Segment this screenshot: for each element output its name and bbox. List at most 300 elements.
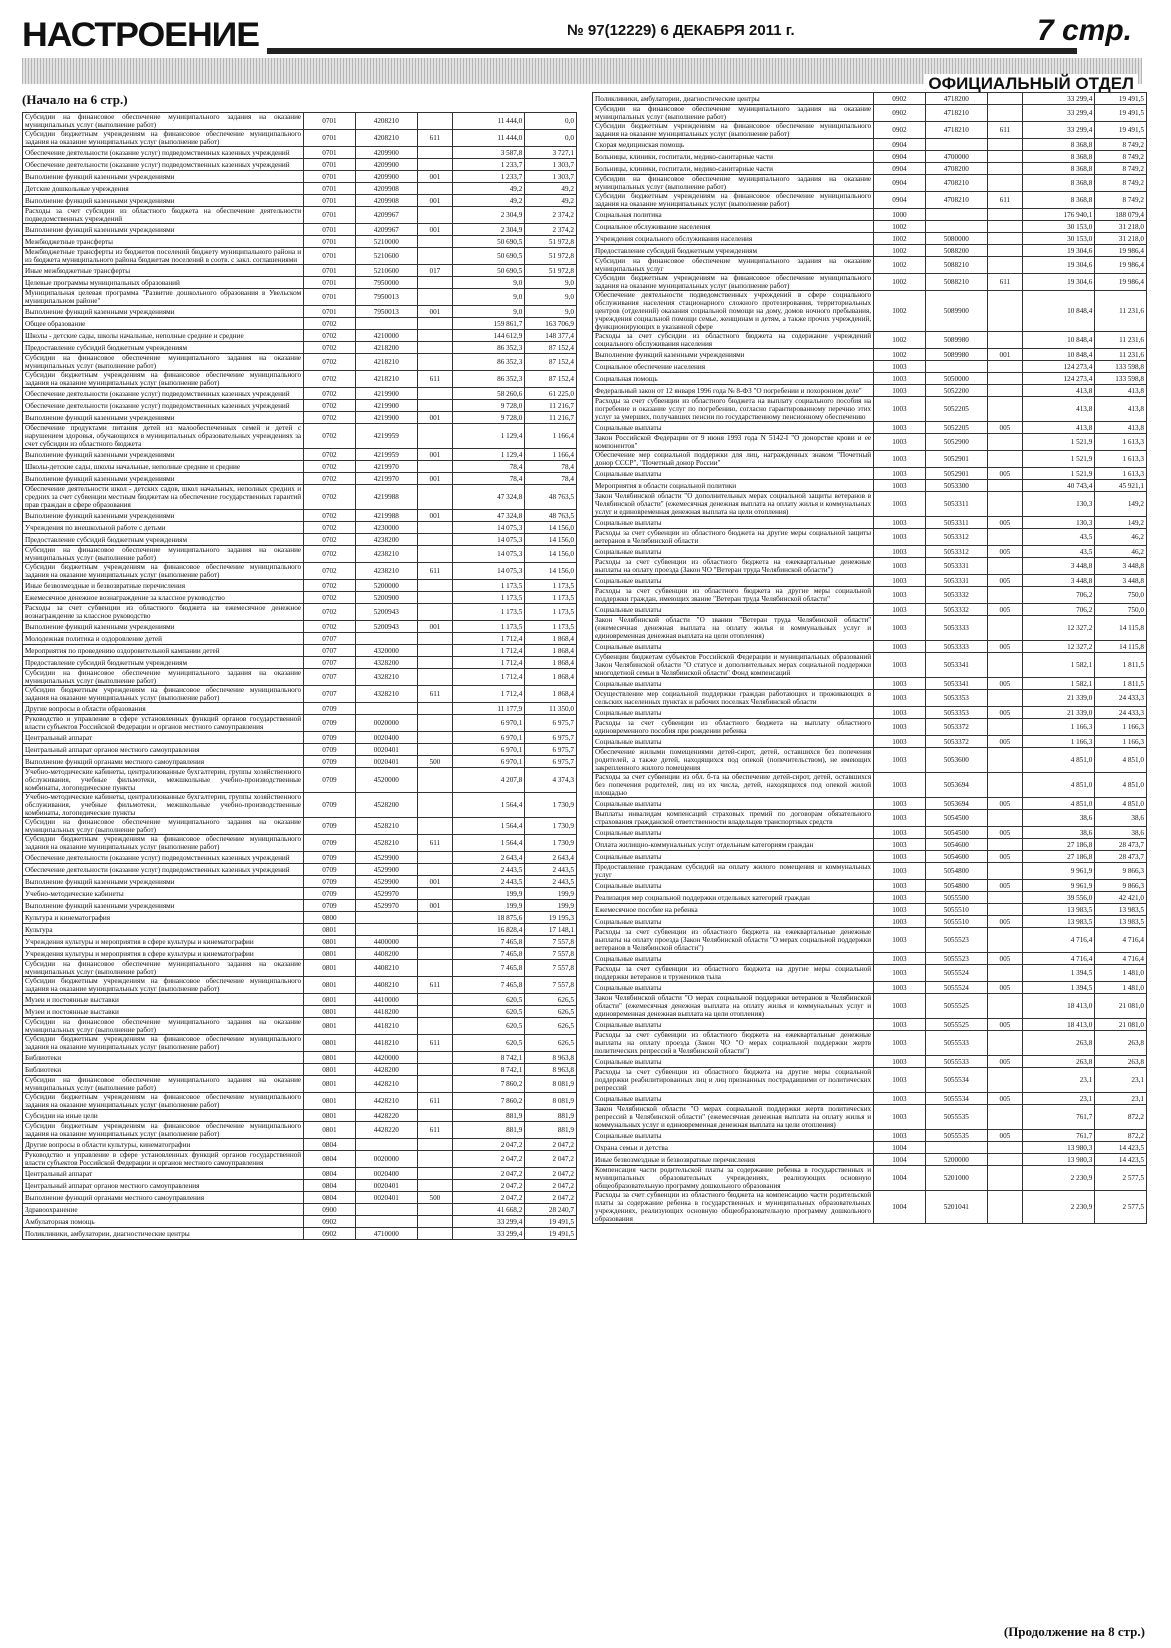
row-expense-type: 005 <box>987 422 1022 434</box>
table-row <box>23 388 577 400</box>
table-row <box>23 744 577 756</box>
row-amount-2013: 49,2 <box>525 183 577 195</box>
row-expense-type: 005 <box>987 880 1022 892</box>
row-name: Предоставление субсидий бюджетным учреждениям <box>593 245 874 257</box>
row-name: Расходы за счет субвенции из областного бюджета на другие меры социальной поддержки ветеранов и тружеников тыла <box>593 965 874 982</box>
row-amount-2013: 2 643,4 <box>525 852 577 864</box>
row-amount-2013: 1 173,5 <box>525 580 577 592</box>
row-name: Учреждения культуры и мероприятия в сфере культуры и кинематографии <box>23 936 304 948</box>
section-title: ОФИЦИАЛЬНЫЙ ОТДЕЛ <box>924 74 1138 94</box>
row-expense-type <box>987 1154 1022 1166</box>
row-target-code: 5053333 <box>925 616 987 641</box>
row-amount-2012: 1 166,3 <box>1022 736 1094 748</box>
row-amount-2012: 18 875,6 <box>452 912 524 924</box>
row-expense-type <box>417 546 452 563</box>
row-expense-type: 005 <box>987 827 1022 839</box>
row-amount-2013: 626,5 <box>525 1035 577 1052</box>
row-amount-2012: 1 712,4 <box>452 669 524 686</box>
row-expense-type <box>417 633 452 645</box>
table-row <box>593 1019 1147 1031</box>
row-amount-2012: 33 299,4 <box>1022 122 1094 139</box>
row-name: Обеспечение жилыми помещениями детей-сирот, детей, оставшихся без попечения родителей, а также детей, находящихся под опекой (попечительством), не имеющих закрепленного жилого помещения <box>593 748 874 773</box>
row-name: Субсидии на финансовое обеспечение муниципального задания на оказание муниципальных услуг <box>593 257 874 274</box>
table-row <box>593 274 1147 291</box>
row-target-code <box>355 924 417 936</box>
row-amount-2012: 130,3 <box>1022 517 1094 529</box>
row-amount-2012: 7 465,8 <box>452 936 524 948</box>
row-name: Выполнение функций казенными учреждениями <box>23 876 304 888</box>
row-expense-type <box>987 451 1022 468</box>
row-name: Социальные выплаты <box>593 422 874 434</box>
row-expense-type <box>417 604 452 621</box>
row-amount-2012: 86 352,3 <box>452 371 524 388</box>
row-section-code: 0702 <box>304 592 356 604</box>
table-row <box>23 449 577 461</box>
row-section-code: 0702 <box>304 342 356 354</box>
row-section-code: 1003 <box>874 361 926 373</box>
row-name: Социальное обеспечение населения <box>593 361 874 373</box>
row-amount-2012: 13 980,3 <box>1022 1142 1094 1154</box>
row-amount-2012: 199,9 <box>452 900 524 912</box>
row-amount-2013: 626,5 <box>525 1018 577 1035</box>
row-amount-2012: 38,6 <box>1022 827 1094 839</box>
row-amount-2013: 38,6 <box>1095 827 1147 839</box>
row-amount-2013: 1 868,4 <box>525 669 577 686</box>
row-amount-2013: 1 613,3 <box>1095 434 1147 451</box>
row-expense-type <box>987 1166 1022 1191</box>
row-expense-type <box>987 93 1022 105</box>
row-section-code: 0709 <box>304 732 356 744</box>
row-name: Скорая медицинская помощь <box>593 139 874 151</box>
row-amount-2012: 1 173,5 <box>452 592 524 604</box>
row-expense-type <box>417 248 452 265</box>
left-column <box>22 92 577 1240</box>
row-section-code: 0702 <box>304 621 356 633</box>
row-name: Центральный аппарат органов местного самоуправления <box>23 744 304 756</box>
row-amount-2013: 1 166,3 <box>1095 719 1147 736</box>
row-section-code: 0709 <box>304 818 356 835</box>
row-amount-2012: 9 728,0 <box>452 412 524 424</box>
row-amount-2012: 159 861,7 <box>452 318 524 330</box>
row-amount-2012: 881,9 <box>452 1122 524 1139</box>
row-name: Выполнение функций органами местного самоуправления <box>23 1192 304 1204</box>
row-amount-2013: 48 763,5 <box>525 485 577 510</box>
row-amount-2012: 7 860,2 <box>452 1093 524 1110</box>
row-amount-2013: 149,2 <box>1095 517 1147 529</box>
row-amount-2013: 78,4 <box>525 461 577 473</box>
row-target-code: 4708210 <box>925 192 987 209</box>
row-target-code: 4219900 <box>355 400 417 412</box>
row-amount-2013: 19 491,5 <box>525 1228 577 1240</box>
table-row <box>593 332 1147 349</box>
row-name: Больницы, клиники, госпитали, медико-санитарные части <box>593 163 874 175</box>
row-amount-2012: 1 129,4 <box>452 449 524 461</box>
row-name: Субсидии на финансовое обеспечение муниципального задания на оказание муниципальных услуг (выполнение работ) <box>23 354 304 371</box>
row-amount-2013: 19 195,3 <box>525 912 577 924</box>
row-amount-2013: 14 156,0 <box>525 522 577 534</box>
row-amount-2012: 6 970,1 <box>452 756 524 768</box>
row-amount-2012: 50 690,5 <box>452 265 524 277</box>
row-amount-2012: 12 327,2 <box>1022 616 1094 641</box>
row-target-code: 4209900 <box>355 159 417 171</box>
row-section-code: 0804 <box>304 1180 356 1192</box>
row-expense-type: 005 <box>987 604 1022 616</box>
row-amount-2012: 620,5 <box>452 1018 524 1035</box>
budget-table-left-body <box>23 113 577 1240</box>
row-amount-2013: 0,0 <box>525 130 577 147</box>
row-expense-type <box>987 965 1022 982</box>
row-name: Предоставление субсидий бюджетным учреждениям <box>23 534 304 546</box>
row-expense-type <box>417 342 452 354</box>
row-section-code: 0709 <box>304 744 356 756</box>
row-target-code: 4428200 <box>355 1064 417 1076</box>
table-row <box>593 810 1147 827</box>
table-row <box>593 851 1147 863</box>
row-expense-type: 611 <box>417 1122 452 1139</box>
table-row <box>593 587 1147 604</box>
row-section-code: 0702 <box>304 485 356 510</box>
row-section-code: 1003 <box>874 434 926 451</box>
row-target-code: 5053311 <box>925 517 987 529</box>
table-row <box>23 534 577 546</box>
table-row <box>23 715 577 732</box>
row-name: Молодежная политика и оздоровление детей <box>23 633 304 645</box>
row-amount-2013: 133 598,8 <box>1095 373 1147 385</box>
row-name: Поликлиники, амбулатории, диагностические центры <box>23 1228 304 1240</box>
row-section-code: 0701 <box>304 306 356 318</box>
row-amount-2013: 413,8 <box>1095 397 1147 422</box>
row-expense-type: 005 <box>987 468 1022 480</box>
row-name: Субсидии на финансовое обеспечение муниципального задания на оказание муниципальных услуг (выполнение работ) <box>23 113 304 130</box>
row-name: Предоставление гражданам субсидий на оплату жилого помещения и коммунальных услуг <box>593 863 874 880</box>
row-expense-type <box>987 773 1022 798</box>
row-amount-2012: 1 173,5 <box>452 621 524 633</box>
row-target-code: 5055524 <box>925 965 987 982</box>
row-name: Субсидии на финансовое обеспечение муниципального задания на оказание муниципальных услуг (выполнение работ) <box>23 1076 304 1093</box>
table-row <box>23 400 577 412</box>
row-section-code: 1003 <box>874 953 926 965</box>
row-expense-type <box>417 1168 452 1180</box>
row-target-code <box>355 633 417 645</box>
row-expense-type <box>417 183 452 195</box>
row-section-code: 1003 <box>874 982 926 994</box>
row-amount-2012: 27 186,8 <box>1022 839 1094 851</box>
row-expense-type: 005 <box>987 707 1022 719</box>
row-name: Выполнение функций казенными учреждениями <box>23 473 304 485</box>
row-expense-type: 005 <box>987 517 1022 529</box>
right-column <box>592 92 1147 1224</box>
row-amount-2013: 4 851,0 <box>1095 798 1147 810</box>
row-amount-2013: 8 749,2 <box>1095 175 1147 192</box>
row-expense-type: 001 <box>417 900 452 912</box>
table-row <box>23 645 577 657</box>
row-name: Социальные выплаты <box>593 827 874 839</box>
table-row <box>23 159 577 171</box>
table-row <box>23 864 577 876</box>
row-amount-2012: 47 324,8 <box>452 485 524 510</box>
row-expense-type <box>417 936 452 948</box>
row-section-code: 0702 <box>304 522 356 534</box>
table-row <box>23 306 577 318</box>
table-row <box>23 592 577 604</box>
row-name: Выполнение функций казенными учреждениями <box>23 171 304 183</box>
row-target-code: 5053333 <box>925 641 987 653</box>
row-section-code: 0701 <box>304 195 356 207</box>
row-name: Закон Челябинской области "О мерах социальной поддержки ветеранов в Челябинской области" (ежемесячная денежная выплата на оплату жилья и коммунальных услуг и единовременная денежная выплата на цели отопления) <box>593 994 874 1019</box>
row-section-code: 1003 <box>874 575 926 587</box>
row-name: Обеспечение деятельности (оказание услуг) подведомственных казенных учреждений <box>23 388 304 400</box>
row-name: Реализация мер социальной поддержки отдельных категорий граждан <box>593 892 874 904</box>
row-target-code: 5055523 <box>925 953 987 965</box>
row-name: Закон Челябинской области "О дополнительных мерах социальной защиты ветеранов в Челябинской области" (ежемесячная денежная выплата на оплату жилья и коммунальных услуг и единовременная денежная выплата на цели отопления) <box>593 492 874 517</box>
row-target-code: 4328200 <box>355 657 417 669</box>
table-row <box>593 233 1147 245</box>
row-amount-2012: 2 304,9 <box>452 224 524 236</box>
row-target-code: 4408200 <box>355 948 417 960</box>
row-target-code: 4418210 <box>355 1018 417 1035</box>
row-name: Субсидии на финансовое обеспечение муниципального задания на оказание муниципальных услуг (выполнение работ) <box>23 818 304 835</box>
row-expense-type: 005 <box>987 736 1022 748</box>
row-amount-2012: 7 465,8 <box>452 960 524 977</box>
row-amount-2013: 11 216,7 <box>525 400 577 412</box>
row-section-code: 0709 <box>304 703 356 715</box>
row-target-code: 4718210 <box>925 122 987 139</box>
row-name: Социальные выплаты <box>593 1093 874 1105</box>
row-amount-2013: 881,9 <box>525 1122 577 1139</box>
table-row <box>23 1064 577 1076</box>
row-target-code: 4208210 <box>355 113 417 130</box>
table-row <box>593 139 1147 151</box>
table-row <box>593 373 1147 385</box>
row-section-code: 0709 <box>304 793 356 818</box>
row-section-code: 1003 <box>874 810 926 827</box>
row-amount-2012: 620,5 <box>452 1035 524 1052</box>
table-row <box>23 669 577 686</box>
row-amount-2013: 1 613,3 <box>1095 468 1147 480</box>
row-amount-2013: 199,9 <box>525 888 577 900</box>
row-target-code: 5080000 <box>925 233 987 245</box>
row-section-code: 0702 <box>304 461 356 473</box>
row-amount-2013: 7 557,8 <box>525 960 577 977</box>
row-name: Обеспечение деятельности подведомственных учреждений в сфере социального обслуживания населения стационарного сложного протезирования, территориальных центров (отделений) оказания социальной помощи на дому, домов ночного пребывания, учреждения социальной помощи семье, женщинам и детям, а также прочих учреждений, функционирующих в указанной сфере <box>593 291 874 332</box>
row-amount-2013: 87 152,4 <box>525 342 577 354</box>
row-section-code: 1003 <box>874 773 926 798</box>
row-target-code: 5053372 <box>925 736 987 748</box>
row-target-code <box>355 318 417 330</box>
row-target-code: 0020400 <box>355 732 417 744</box>
row-amount-2012: 9 961,9 <box>1022 863 1094 880</box>
row-amount-2012: 14 075,3 <box>452 534 524 546</box>
row-section-code: 0709 <box>304 864 356 876</box>
row-target-code: 5052205 <box>925 422 987 434</box>
row-section-code: 1004 <box>874 1154 926 1166</box>
row-expense-type <box>417 424 452 449</box>
row-amount-2013: 11 231,6 <box>1095 291 1147 332</box>
row-amount-2012: 881,9 <box>452 1110 524 1122</box>
row-name: Оплата жилищно-коммунальных услуг отдельным категориям граждан <box>593 839 874 851</box>
table-row <box>23 113 577 130</box>
row-amount-2013: 48 763,5 <box>525 510 577 522</box>
row-name: Выполнение функций органами местного самоуправления <box>23 756 304 768</box>
row-amount-2013: 23,1 <box>1095 1068 1147 1093</box>
row-amount-2013: 19 986,4 <box>1095 245 1147 257</box>
row-section-code: 1000 <box>874 209 926 221</box>
row-target-code: 5054800 <box>925 863 987 880</box>
table-row <box>593 916 1147 928</box>
row-name: Выполнение функций казенными учреждениями <box>23 449 304 461</box>
row-name: Расходы за счет субвенции из областного бюджета на выплату областного единовременного пособия при рождении ребенка <box>593 719 874 736</box>
row-target-code: 0020401 <box>355 1180 417 1192</box>
row-amount-2013: 14 156,0 <box>525 546 577 563</box>
row-section-code: 0702 <box>304 604 356 621</box>
row-expense-type <box>417 522 452 534</box>
row-amount-2013: 2 047,2 <box>525 1192 577 1204</box>
row-expense-type: 611 <box>417 1093 452 1110</box>
table-row <box>23 171 577 183</box>
row-target-code: 4529970 <box>355 888 417 900</box>
row-amount-2013: 2 047,2 <box>525 1168 577 1180</box>
row-name: Центральный аппарат органов местного самоуправления <box>23 1180 304 1192</box>
row-name: Музеи и постоянные выставки <box>23 994 304 1006</box>
row-expense-type <box>417 1228 452 1240</box>
row-amount-2012: 2 230,9 <box>1022 1191 1094 1224</box>
table-row <box>593 1093 1147 1105</box>
row-amount-2013: 11 231,6 <box>1095 332 1147 349</box>
table-row <box>23 195 577 207</box>
row-section-code: 0902 <box>874 105 926 122</box>
row-target-code: 4219900 <box>355 412 417 424</box>
row-section-code: 1003 <box>874 707 926 719</box>
table-row <box>593 839 1147 851</box>
row-target-code: 4238210 <box>355 546 417 563</box>
row-amount-2013: 1 166,4 <box>525 424 577 449</box>
row-amount-2012: 620,5 <box>452 1006 524 1018</box>
row-amount-2013: 1 868,4 <box>525 633 577 645</box>
row-section-code: 0701 <box>304 147 356 159</box>
row-section-code: 0702 <box>304 371 356 388</box>
row-amount-2013: 31 218,0 <box>1095 221 1147 233</box>
row-expense-type <box>987 1191 1022 1224</box>
row-expense-type: 005 <box>987 798 1022 810</box>
table-row <box>23 936 577 948</box>
row-expense-type: 017 <box>417 265 452 277</box>
row-section-code: 0702 <box>304 424 356 449</box>
row-name: Расходы за счет субвенции из областного бюджета на ежеквартальные денежные выплаты на оплату проезда (Закон ЧО "Ветеран труда Челябинской области") <box>593 558 874 575</box>
row-name: Иные безвозмездные и безвозвратные перечисления <box>23 580 304 592</box>
row-section-code: 0709 <box>304 852 356 864</box>
row-section-code: 1003 <box>874 451 926 468</box>
row-amount-2012: 12 327,2 <box>1022 641 1094 653</box>
row-name: Больницы, клиники, госпитали, медико-санитарные части <box>593 151 874 163</box>
row-expense-type <box>417 744 452 756</box>
row-amount-2012: 1 129,4 <box>452 424 524 449</box>
row-name: Выполнение функций казенными учреждениями <box>593 349 874 361</box>
row-amount-2013: 51 972,8 <box>525 248 577 265</box>
row-name: Субсидии бюджетным учреждениям на финансовое обеспечение муниципального задания на оказание муниципальных услуг (выполнение работ) <box>23 686 304 703</box>
row-amount-2012: 19 304,6 <box>1022 257 1094 274</box>
row-section-code: 0804 <box>304 1192 356 1204</box>
row-amount-2013: 14 156,0 <box>525 534 577 546</box>
table-row <box>23 835 577 852</box>
row-expense-type <box>987 163 1022 175</box>
row-expense-type <box>987 245 1022 257</box>
row-amount-2012: 19 304,6 <box>1022 245 1094 257</box>
table-row <box>23 924 577 936</box>
table-row <box>23 703 577 715</box>
table-row <box>23 183 577 195</box>
row-target-code: 4408210 <box>355 960 417 977</box>
row-target-code: 4528210 <box>355 835 417 852</box>
row-target-code: 5200943 <box>355 621 417 633</box>
row-amount-2012: 1 521,9 <box>1022 434 1094 451</box>
row-name: Другие вопросы в области образования <box>23 703 304 715</box>
row-expense-type: 611 <box>417 835 452 852</box>
row-target-code: 5055524 <box>925 982 987 994</box>
row-name: Социальные выплаты <box>593 1130 874 1142</box>
row-amount-2013: 11 350,0 <box>525 703 577 715</box>
row-name: Компенсация части родительской платы за содержание ребенка в государственных и муниципальных образовательных учреждениях, реализующих основную общеобразовательную программу дошкольного образования <box>593 1166 874 1191</box>
row-amount-2012: 1 233,7 <box>452 171 524 183</box>
row-name: Субсидии бюджетным учреждениям на финансовое обеспечение муниципального задания на оказание муниципальных услуг (выполнение работ) <box>23 1093 304 1110</box>
row-target-code <box>925 1142 987 1154</box>
row-target-code: 4529900 <box>355 876 417 888</box>
row-expense-type <box>987 558 1022 575</box>
row-amount-2013: 4 716,4 <box>1095 953 1147 965</box>
row-target-code: 5054500 <box>925 827 987 839</box>
row-expense-type <box>987 1031 1022 1056</box>
row-expense-type <box>987 892 1022 904</box>
table-row <box>23 1180 577 1192</box>
row-amount-2012: 43,5 <box>1022 529 1094 546</box>
table-row <box>23 563 577 580</box>
row-expense-type <box>987 397 1022 422</box>
row-name: Субсидии бюджетным учреждениям на финансовое обеспечение муниципального задания на оказание муниципальных услуг (выполнение работ) <box>593 274 874 291</box>
row-target-code: 5089980 <box>925 332 987 349</box>
row-expense-type <box>987 587 1022 604</box>
row-amount-2013: 28 473,7 <box>1095 839 1147 851</box>
row-amount-2012: 2 047,2 <box>452 1180 524 1192</box>
row-target-code: 4209900 <box>355 171 417 183</box>
row-section-code: 1003 <box>874 422 926 434</box>
row-amount-2012: 8 368,8 <box>1022 163 1094 175</box>
row-expense-type: 005 <box>987 678 1022 690</box>
row-name: Поликлиники, амбулатории, диагностические центры <box>593 93 874 105</box>
row-target-code: 5055510 <box>925 916 987 928</box>
row-target-code: 0020000 <box>355 1151 417 1168</box>
row-amount-2013: 8 081,9 <box>525 1093 577 1110</box>
row-section-code: 0701 <box>304 236 356 248</box>
masthead <box>22 14 1142 93</box>
row-target-code: 4218210 <box>355 354 417 371</box>
row-expense-type <box>987 810 1022 827</box>
row-amount-2013: 9 866,3 <box>1095 863 1147 880</box>
row-target-code <box>925 209 987 221</box>
row-amount-2012: 40 743,4 <box>1022 480 1094 492</box>
row-target-code: 4428210 <box>355 1093 417 1110</box>
row-expense-type: 611 <box>417 563 452 580</box>
row-amount-2013: 8 749,2 <box>1095 139 1147 151</box>
row-name: Выполнение функций казенными учреждениями <box>23 621 304 633</box>
row-expense-type: 005 <box>987 575 1022 587</box>
row-name: Социальные выплаты <box>593 1019 874 1031</box>
row-section-code: 0709 <box>304 756 356 768</box>
row-target-code: 0020000 <box>355 715 417 732</box>
row-amount-2013: 1 481,0 <box>1095 965 1147 982</box>
row-amount-2012: 1 564,4 <box>452 793 524 818</box>
row-expense-type: 500 <box>417 756 452 768</box>
table-row <box>593 1068 1147 1093</box>
row-target-code: 5053341 <box>925 678 987 690</box>
